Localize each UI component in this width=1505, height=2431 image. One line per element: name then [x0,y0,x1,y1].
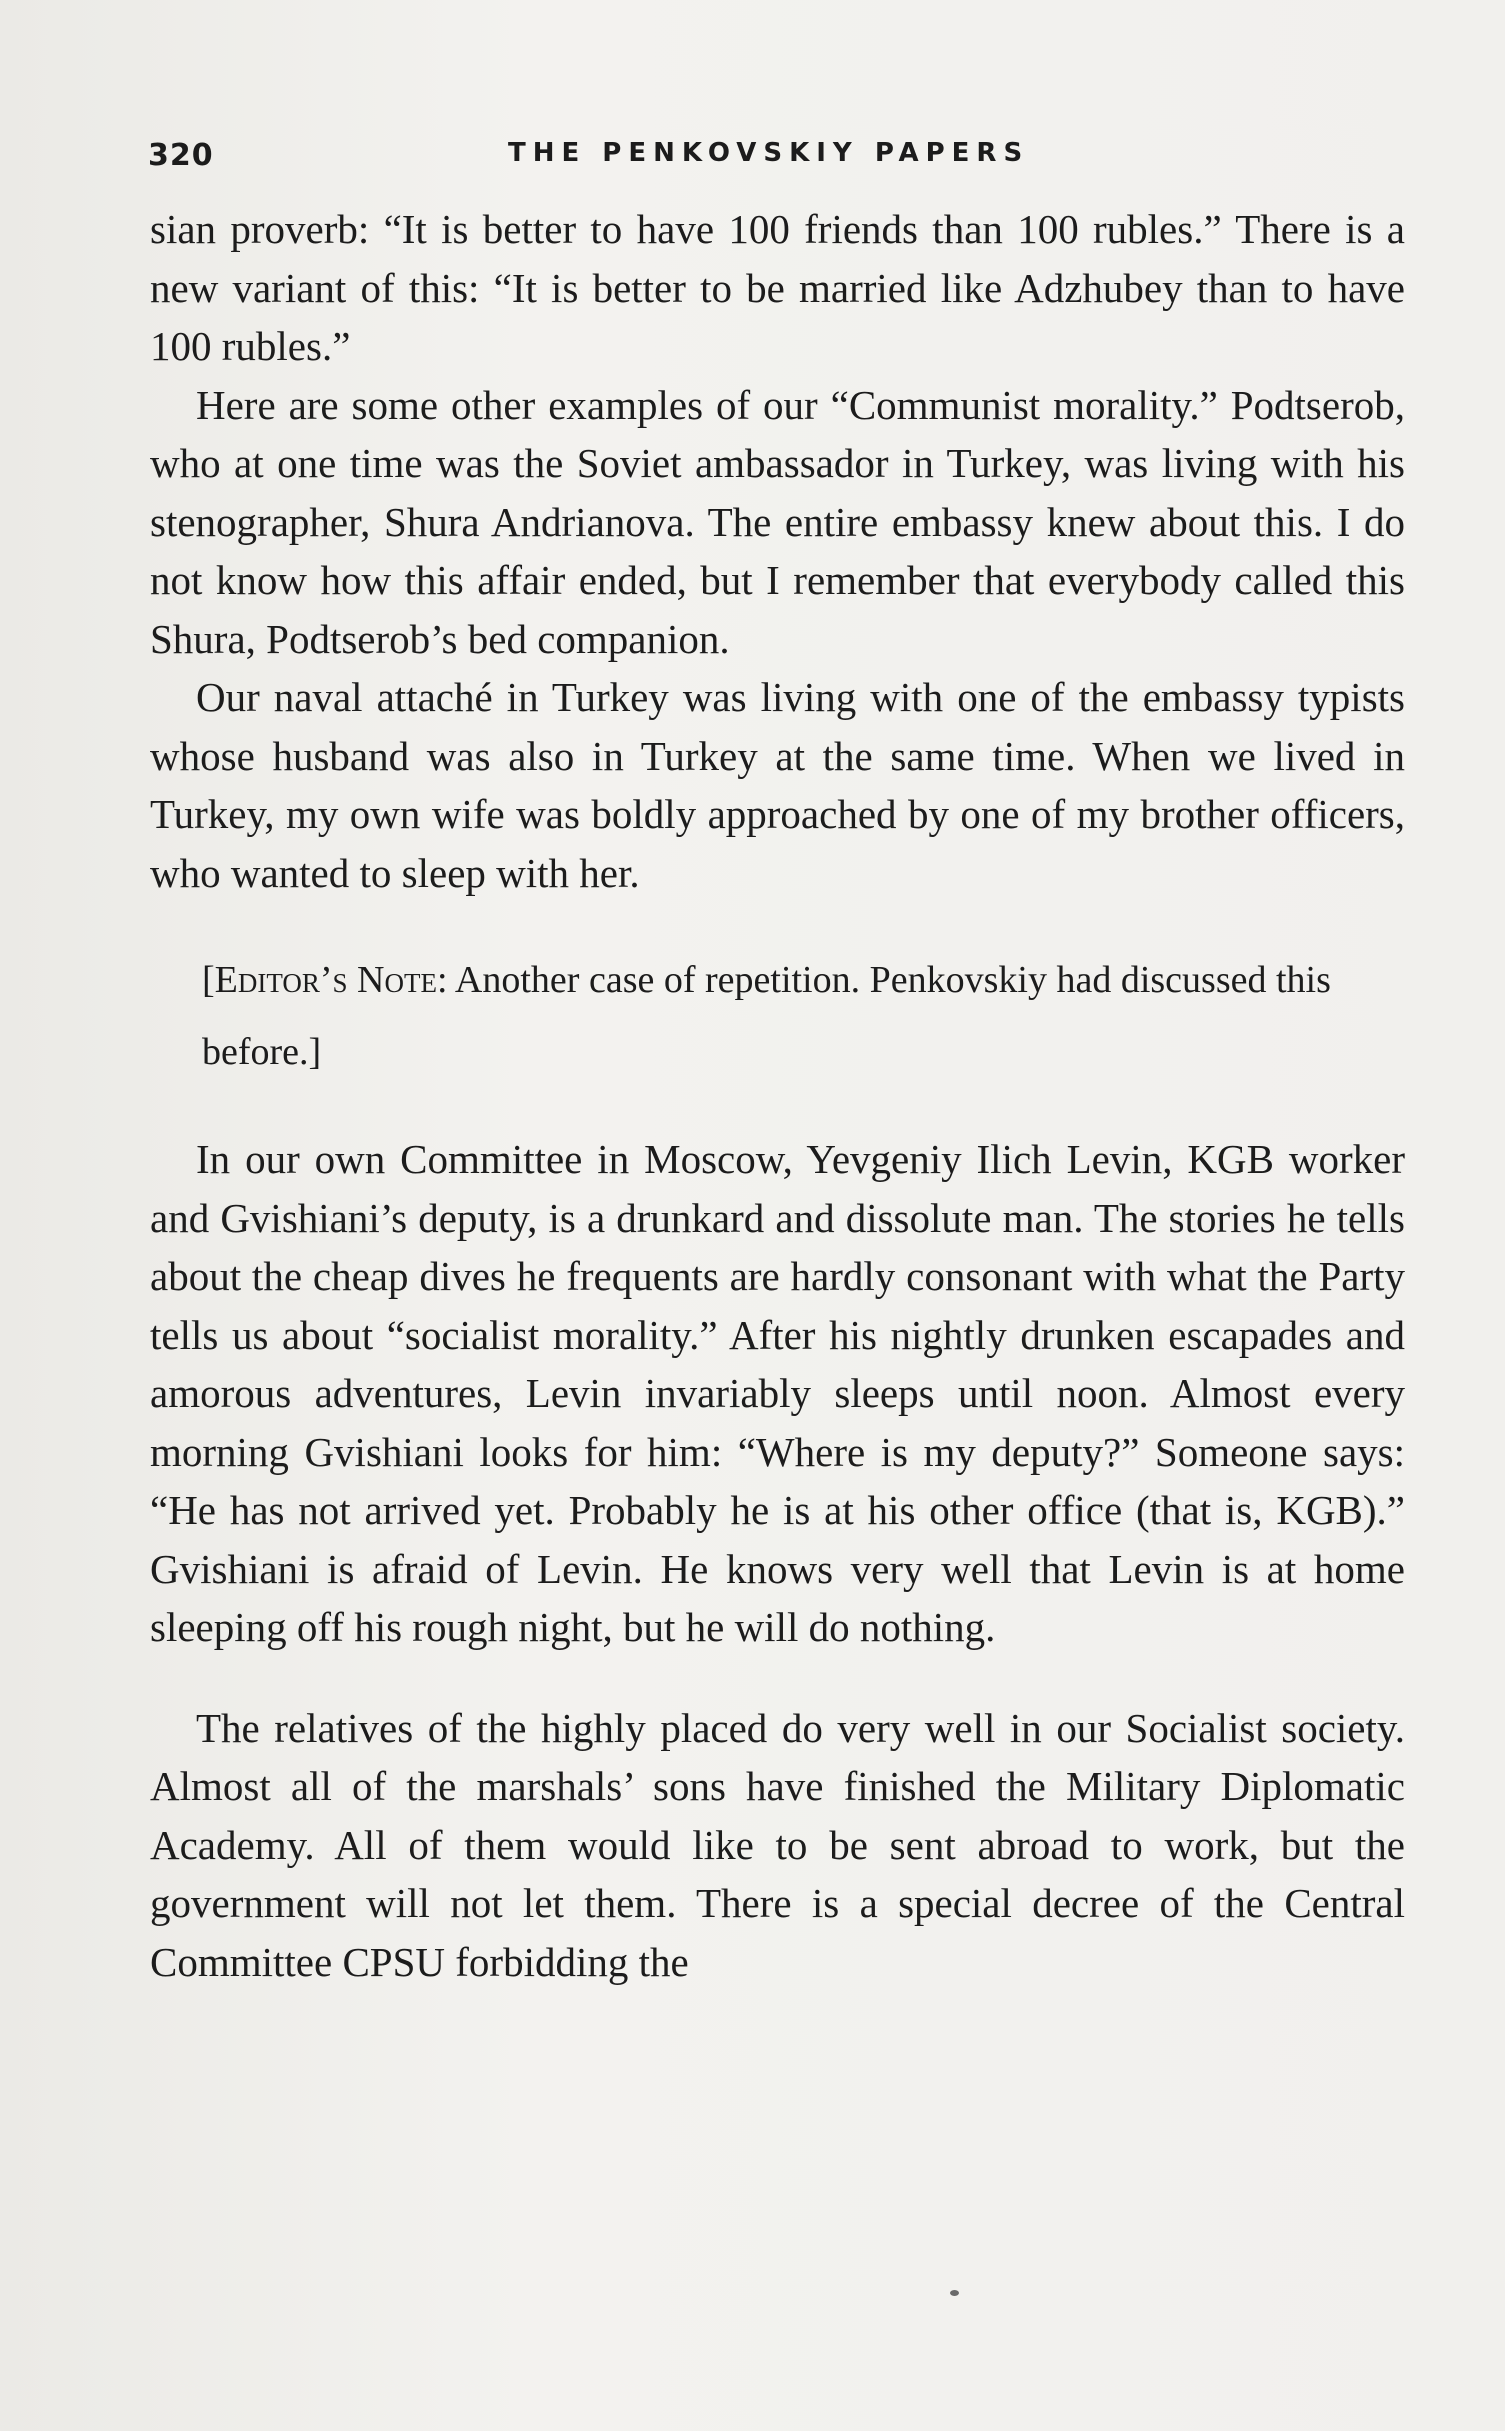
editor-note [202,944,1405,1088]
paragraph-5: The relatives of the highly placed do very well in our Socialist society. Almost all of the marshals’ sons have finished the Military Diplomatic Academy. All of them would like to be sent abroad to work, but the government will not let them. There is a special decree of the Central Committee CPSU forbidding the [150,1704,1405,1985]
editor-note-open-bracket: [ [202,959,215,1001]
print-speck [950,2290,959,2296]
paragraph-2: Here are some other examples of our “Communist morality.” Podtserob, who at one time was the Soviet ambassador in Turkey, was living with his stenographer, Shura Andrianova. The entire embassy knew about this. I do not know how this affair ended, but I remember that everybody called this Shura, Podtserob’s bed companion. [150,381,1405,662]
editor-note-colon: : [436,959,448,1001]
editor-note-text: Another case of repetition. Penkovskiy had discussed this before.] [202,959,1331,1073]
paragraph-4: In our own Committee in Moscow, Yevgeniy Ilich Levin, KGB worker and Gvishiani’s deputy, is a drunkard and dissolute man. The stories he tells about the cheap dives he frequents are hardly consonant with what the Party tells us about “socialist morality.” After his nightly drunken escapades and amorous adventures, Levin invariably sleeps until noon. Almost every morning Gvishiani looks for him: “Where is my deputy?” Someone says: “He has not arrived yet. Probably he is at his other office (that is, KGB).” Gvishiani is afraid of Levin. He knows very well that Levin is at home sleeping off his rough night, but he will do nothing. [150,1136,1405,1650]
page-number: 320 [148,138,214,173]
running-head: THE PENKOVSKIY PAPERS [508,138,1030,168]
page-header [148,138,1408,178]
paragraph-1: sian proverb: “It is better to have 100 friends than 100 rubles.” There is a new variant of this: “It is better to be married like Adzhubey than to have 100 rubles.” [150,206,1405,369]
body-text [150,200,1405,1991]
paragraph-3: Our naval attaché in Turkey was living with one of the embassy typists whose husband was also in Turkey at the same time. When we lived in Turkey, my own wife was boldly approached by one of my brother officers, who wanted to sleep with her. [150,674,1405,896]
editor-note-label: Editor’s Note [214,959,437,1001]
